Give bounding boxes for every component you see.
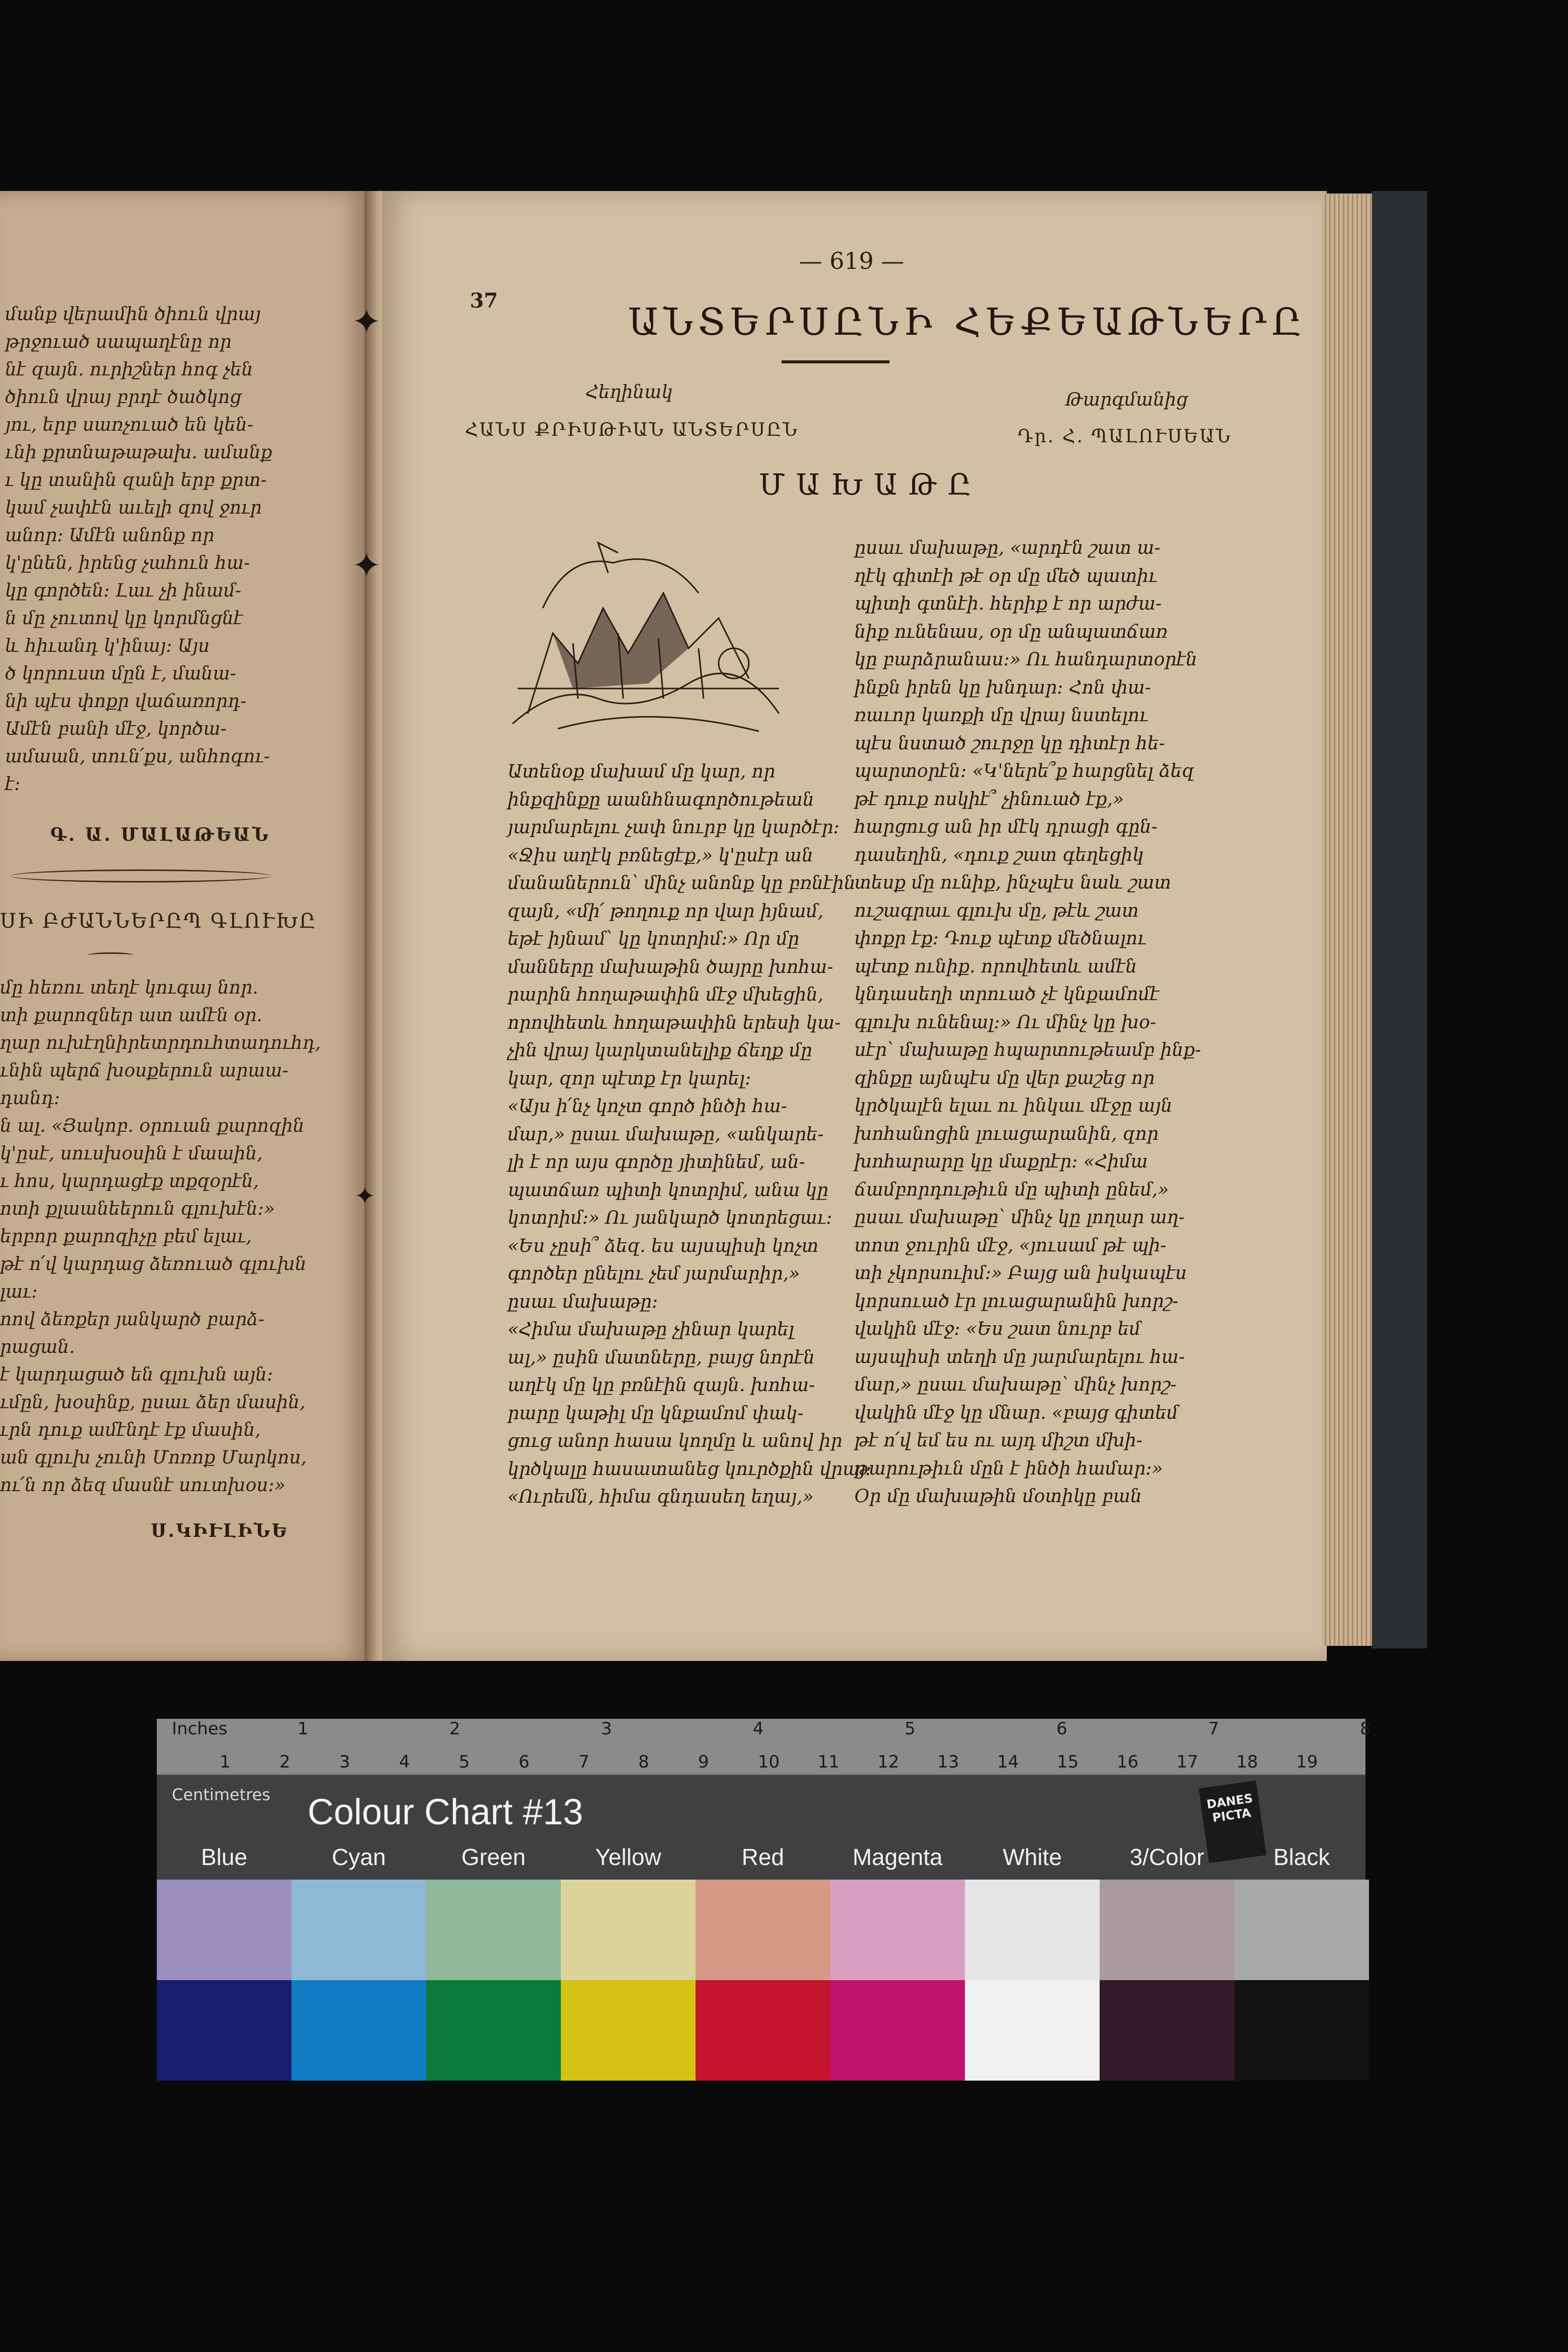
cm-tick-label: 8 [638, 1752, 649, 1772]
text-line: «Ջիս աղէկ բռնեցէք,» կ'ըսէր ան [508, 845, 814, 866]
text-line: վակին մէջ։ «Ես շատ նուրբ եմ [854, 1319, 1141, 1339]
text-line: րացան. [0, 1337, 75, 1357]
swatch-dark [1234, 1980, 1369, 2081]
text-line: պէտք ունիք. որովհետև ամէն [854, 956, 1137, 977]
text-line: ն ալ. «Յակոբ. օրուան քարոզին [0, 1116, 305, 1136]
colour-chart-title: Colour Chart #13 [308, 1792, 583, 1832]
cm-tick-label: 13 [937, 1752, 959, 1772]
article-title: ԱՆՏԵՐՍԸՆԻ ՀԵՔԵԱԹՆԵՐԸ [628, 301, 1307, 344]
text-line: մար,» ըսաւ մախաթը, «անկարե- [508, 1124, 824, 1145]
text-line: ինքն իրեն կը խնդար։ Հոն փա- [854, 677, 1151, 698]
text-line: «Հիմա մախաթը չինար կարել [508, 1319, 795, 1340]
ornament-divider [10, 869, 271, 883]
small-ornament [88, 952, 133, 958]
text-line: թրջուած սապաղէնը որ [5, 332, 232, 352]
text-line: ցուց անոր հասա կողմը և անով իր [508, 1431, 843, 1451]
swatch-label: 3/Color [1129, 1844, 1205, 1870]
text-line: յու, երբ սառչուած են կեն- [5, 415, 254, 435]
text-line: նիք ունենաս, օր մը անպատճառ [854, 621, 1168, 642]
text-line: երբոր քարոզիչը բեմ ելաւ, [0, 1226, 252, 1247]
translator-name: Դր. Հ. ՊԱԼՈՒՍԵԱՆ [1018, 426, 1232, 447]
left-signature-2: Ս.ԿԻՒԼԻՆԵ [151, 1520, 288, 1541]
text-line: ալ,» ըսին մատները, բայց նորէն [508, 1347, 815, 1368]
swatch-label: White [1003, 1844, 1062, 1870]
text-line: թարութիւն մըն է ինծի համար։» [854, 1458, 1163, 1479]
text-line: թէ դուք ոսկիէ՞ չինուած էք,» [854, 789, 1124, 810]
text-line: դասեղին, «դուք շատ գեղեցիկ [854, 844, 1144, 865]
swatch-dark [561, 1980, 696, 2081]
text-line: րարին հողաթափին մէջ մխեցին, [508, 985, 824, 1005]
text-line: կրծկալը հասատանեց կուրծքին վրայ։ [508, 1458, 872, 1480]
text-line: րարը կաթիլ մը կնքամոմ փակ- [508, 1403, 804, 1424]
text-line: խոհանոցին լուացարանին, զոր [854, 1123, 1159, 1144]
text-line: մար,» ըսաւ մախաթը՝ մինչ խորշ- [854, 1375, 1177, 1395]
cm-tick-label: 1 [220, 1752, 231, 1772]
cm-tick-label: 14 [997, 1752, 1019, 1772]
text-line: զայն, «մի՛ թողուք որ վար իյնամ, [508, 901, 824, 922]
text-line: կ'ըսէ, սուսխօսին է մաաին, [0, 1143, 263, 1164]
swatch-label: Magenta [852, 1844, 943, 1870]
text-line: Ատենօք մախամ մը կար, որ [508, 761, 775, 782]
text-line: զինքը այնպէս մը վեր քաշեց որ [854, 1067, 1155, 1089]
author-name: ՀԱՆՍ ՔՐԻՍԹԻԱՆ ԱՆՏԵՐՍԸՆ [465, 420, 799, 440]
text-line: պատճառ պիտի կոտրիմ, անա կը [508, 1180, 829, 1201]
swatch-light [830, 1880, 965, 1980]
inch-tick-label: 5 [905, 1719, 916, 1739]
text-line: հարցուց ան իր մէկ դրացի գըն- [854, 817, 1158, 837]
cm-tick-label: 15 [1057, 1752, 1079, 1772]
text-line: որովհետև հողաթափին երեսի կա- [508, 1012, 841, 1033]
centimetres-label: Centimetres [172, 1785, 270, 1804]
book-cover [1372, 191, 1427, 1648]
text-line: գործեր ընելու չեմ յարմարիր,» [508, 1263, 800, 1284]
cm-tick-label: 3 [339, 1752, 350, 1772]
swatch-light [291, 1880, 426, 1980]
text-line: կոտրիմ։» Ու յանկարծ կոտրեցաւ։ [508, 1208, 832, 1228]
cm-tick-label: 17 [1177, 1752, 1199, 1772]
inches-label: Inches [172, 1719, 228, 1739]
text-line: ըսաւ մախաթը, «արդէն շատ ա- [854, 538, 1160, 558]
text-line: ճամբորդութիւն մը պիտի ընեմ,» [854, 1179, 1169, 1200]
text-line: ղէկ գիտէի թէ օր մը մեծ պատիւ [854, 565, 1157, 586]
swatch-dark [696, 1980, 830, 2081]
page-number: — 619 — [799, 247, 905, 274]
inch-tick-label: 6 [1056, 1719, 1067, 1739]
text-line: և հիւանդ կ'ինայ։ Այս [5, 636, 210, 656]
translator-label: Թարգմանից [1065, 389, 1188, 410]
text-line: թէ ո՛վ կարդաց ձեռուած գլուխն [0, 1254, 307, 1275]
binding-pin-icon: ✦ [352, 545, 381, 586]
swatch-label: Yellow [595, 1844, 661, 1870]
text-line: կը գործեն։ Լաւ չի ինամ- [5, 580, 242, 601]
swatch-label: Green [461, 1844, 526, 1870]
text-line: աղէկ մը կը բռնէին զայն. խոհա- [508, 1375, 815, 1396]
cm-tick-label: 18 [1236, 1752, 1258, 1772]
text-line: ամաան, տուն՛քս, անհոգու- [5, 746, 270, 767]
text-line: ւ հոս, կարդացէք տքզօրէն, [0, 1171, 259, 1192]
text-line: տի քարոզներ ատ ամէն օր. [0, 1005, 262, 1026]
text-line: կ'ընեն, իրենց չահուն հա- [5, 553, 250, 573]
cm-tick-label: 16 [1117, 1752, 1139, 1772]
danes-picta-logo: DANES PICTA [1199, 1781, 1266, 1864]
text-line: մանք վերամին ծիուն վրայ [5, 304, 261, 325]
text-line: Օր մը մախաթին մօտիկը բան [854, 1486, 1142, 1507]
title-rule [781, 360, 890, 363]
cm-tick-label: 7 [578, 1752, 590, 1772]
cm-tick-label: 9 [698, 1752, 709, 1772]
text-line: ռաւոր կառքի մը վրայ նստելու [854, 705, 1148, 726]
text-line: թէ ո՛վ եմ ես ու այդ միշտ մխի- [854, 1430, 1143, 1451]
text-line: եթէ իյնամ՝ կը կոտրիմ։» Որ մը [508, 929, 800, 949]
text-line: ղար ուխէղնիրետրդուհտադուհդ, [0, 1033, 321, 1053]
inch-tick-label: 3 [601, 1719, 612, 1739]
text-line: ն մը չուտով կը կորմնցնէ [5, 608, 243, 629]
swatch-light [1234, 1880, 1369, 1980]
text-line: խոհարարը կը մաքրէր։ «Հիմա [854, 1151, 1148, 1172]
swatch-light [157, 1880, 291, 1980]
text-line: ծ կորուստ մըն է, մանա- [5, 663, 236, 684]
swatch-label: Black [1273, 1844, 1330, 1870]
text-line: տոտ ջուրին մէջ, «յուսամ թէ պի- [854, 1235, 1166, 1256]
swatch-label: Blue [201, 1844, 248, 1870]
text-line: «Այս ի՛նչ կոչտ գործ ինծի հա- [508, 1096, 788, 1117]
text-line: տի չկորսուիմ։» Բայց ան իսկապէս [854, 1263, 1187, 1284]
text-line: ոով ձեռքեր յանկարծ բարձ- [0, 1309, 265, 1330]
page-edges [1322, 193, 1377, 1646]
measurement-ruler [157, 1719, 1371, 1804]
swatch-light [1100, 1880, 1234, 1980]
left-signature: Գ. Ա. ՄԱԼԱԹԵԱՆ [50, 824, 271, 845]
swatch-label: Cyan [332, 1844, 386, 1870]
text-line: ոտի քլաանեերուն գլուխէն։» [0, 1199, 275, 1219]
text-line: կը բարձրանաս։» Ու հանդարտօրէն [854, 649, 1198, 670]
section-number: 37 [470, 289, 498, 313]
swatch-dark [1100, 1980, 1234, 2081]
inch-tick-label: 7 [1208, 1719, 1219, 1739]
text-line: կնդասեղի տրուած չէ կնքամոմէ [854, 984, 1159, 1005]
book-gutter [364, 191, 384, 1661]
text-line: այսպիսի տեղի մը յարմարելու հա- [854, 1346, 1185, 1367]
text-line: ւ կը տանին զանի երբ քրտ- [5, 470, 267, 491]
text-line: պէս նստած շուրջը կը դիտէր հե- [854, 733, 1165, 754]
author-label: Հեղինակ [585, 382, 673, 403]
text-line: մը հեռու տեղէ կուգայ նոր. [0, 977, 258, 998]
text-line: «Ես չըսի՞ ձեզ. ես այսպիսի կոչտ [508, 1235, 819, 1256]
inch-tick-label: 2 [449, 1719, 460, 1739]
text-line: վակին մէջ կը մնար. «բայց գիտեմ [854, 1402, 1179, 1423]
text-line: ըսաւ մախաթը։ [508, 1291, 658, 1312]
text-line: տեսք մը ունիք, ինչպէս նաև շատ [854, 872, 1171, 893]
text-line: կար, զոր պէտք էր կարել։ [508, 1068, 751, 1089]
text-line: մանաներուն՝ մինչ անոնք կը բռնէին [508, 873, 856, 894]
cm-tick-label: 5 [459, 1752, 470, 1772]
cm-tick-label: 2 [279, 1752, 290, 1772]
text-line: ծիուն վրայ բրդէ ծածկոց [5, 387, 242, 408]
text-line: ըսաւ մախաթը՝ մինչ կը լողար աղ- [854, 1207, 1185, 1228]
swatch-dark [426, 1980, 561, 2081]
binding-pin-icon: ✦ [354, 1182, 375, 1211]
story-title: ՄԱԽԱԹԸ [759, 467, 983, 502]
text-line: ու՛ն որ ձեզ մասնէ սուտխօս։» [0, 1475, 285, 1496]
text-line: ւրն դուք ամէնդէ էք մասին, [0, 1420, 261, 1440]
text-line: ուշագրաւ գլուխ մը, թէև շատ [854, 900, 1139, 921]
cm-tick-label: 11 [818, 1752, 840, 1772]
cm-tick-label: 12 [877, 1752, 900, 1772]
text-line: ւմըն, խօսինք, ըսաւ ձեր մասին, [0, 1392, 306, 1413]
swatch-dark [291, 1980, 426, 2081]
cm-tick-label: 10 [758, 1752, 780, 1772]
text-line: յարմարելու չափ նուրբ կը կարծէր։ [508, 817, 840, 838]
swatch-dark [830, 1980, 965, 2081]
text-line: պարտօրէն։ «Կ'ներե՞ք հարցնել ձեզ [854, 761, 1195, 781]
inch-tick-label: 1 [298, 1719, 309, 1739]
text-line: ինքզինքը աանհնագործութեան [508, 789, 815, 810]
swatch-light [965, 1880, 1100, 1980]
cm-tick-label: 6 [519, 1752, 530, 1772]
text-line: է։ [5, 774, 21, 795]
text-line: չին վրայ կարկտանելիք ճեղք մը [508, 1040, 813, 1061]
text-line: կրծկալէն ելաւ ու ինկաւ մէջը այն [854, 1096, 1172, 1116]
left-heading: ՍԻ ԲԺԱՆՆԵՐԸՊ ԳԼՈՒԽԸ [0, 910, 317, 933]
text-line: անոր։ Ամէն անոնք որ [5, 525, 215, 546]
text-line: սէր՝ մախաթը հպարտութեամբ ինք- [854, 1040, 1201, 1060]
text-line: մանները մախաթին ծայրը խոհա- [508, 956, 833, 977]
text-line: ւնի քրտնաթաթախ. ամանք [5, 442, 272, 463]
swatch-dark [157, 1980, 291, 2081]
cm-tick-label: 4 [399, 1752, 410, 1772]
swatch-light [561, 1880, 696, 1980]
swatch-dark [965, 1980, 1100, 2081]
inch-tick-label: 8 [1360, 1719, 1371, 1739]
engraving-illustration [498, 533, 794, 744]
text-line: կորսուած էր լուացարանին խորշ- [854, 1291, 1179, 1312]
text-line: նէ զայն. ուրիշներ հոգ չեն [5, 359, 253, 380]
text-line: է կարդացած են գլուխն այն։ [0, 1364, 273, 1385]
swatch-light [696, 1880, 830, 1980]
text-line: պիտի գտնէի. հերիք է որ արժա- [854, 594, 1162, 614]
text-line: Ամէն բանի մէջ, կործա- [5, 719, 227, 739]
text-line: ւնին պերճ խօսքերուն արաա- [0, 1060, 288, 1081]
text-line: ան գլուխ չունի Մոռոք Մարկոս, [0, 1447, 307, 1468]
text-line: դանդ։ [0, 1088, 60, 1109]
swatch-label: Red [741, 1844, 785, 1870]
inch-tick-label: 4 [753, 1719, 764, 1739]
text-line: «Ուրեմն, հիմա գնդասեղ եղայ,» [508, 1487, 814, 1507]
text-line: փոքր էք։ Դուք պէտք մեծնալու [854, 928, 1146, 949]
swatch-light [426, 1880, 561, 1980]
text-line: գլուխ ունենալ։» Ու մինչ կը խօ- [854, 1012, 1156, 1033]
text-line: լի է որ այս գործը յիտինեմ, ան- [508, 1152, 806, 1172]
cm-tick-label: 19 [1296, 1752, 1318, 1772]
text-line: կամ չափէն աւելի զով ջուր [5, 498, 262, 518]
binding-pin-icon: ✦ [352, 301, 381, 342]
text-line: լաւ։ [0, 1282, 38, 1302]
text-line: նի պէս փոքր վաճառորդ- [5, 691, 247, 712]
